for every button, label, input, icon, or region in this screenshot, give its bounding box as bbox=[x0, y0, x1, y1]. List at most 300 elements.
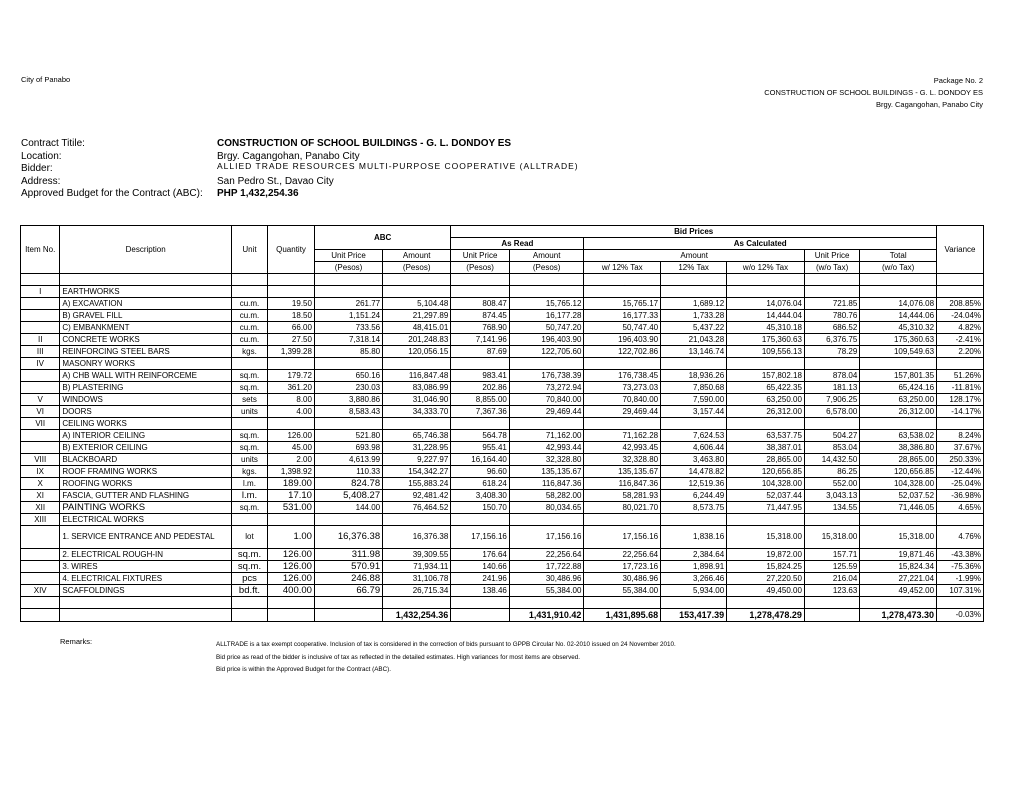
cell-calc-tax: 18,936.26 bbox=[661, 370, 727, 382]
header-as-calculated: As Calculated bbox=[584, 238, 937, 250]
cell-as-read-amount: 16,177.28 bbox=[509, 310, 584, 322]
cell-description: A) INTERIOR CEILING bbox=[60, 430, 231, 442]
cell-calc-without-tax: 38,387.01 bbox=[727, 442, 805, 454]
cell-abc-unit-price: 144.00 bbox=[314, 502, 382, 514]
cell-calc-unit-price: 686.52 bbox=[804, 322, 859, 334]
cell-abc-amount: 116,847.48 bbox=[383, 370, 451, 382]
cell-quantity bbox=[268, 514, 315, 526]
cell-as-read-unit-price: 955.41 bbox=[451, 442, 510, 454]
cell-abc-unit-price: 693.98 bbox=[314, 442, 382, 454]
table-row bbox=[21, 370, 984, 382]
cell-variance: -11.81% bbox=[937, 382, 984, 394]
cell-calc-tax: 1,898.91 bbox=[661, 561, 727, 573]
cell-variance: 4.76% bbox=[937, 526, 984, 549]
cell-calc-tax: 2,384.64 bbox=[661, 549, 727, 561]
total-abc-amount: 1,432,254.36 bbox=[383, 609, 451, 622]
cell-as-read-amount bbox=[509, 418, 584, 430]
cell-description: SCAFFOLDINGS bbox=[60, 585, 231, 597]
cell-variance: 128.17% bbox=[937, 394, 984, 406]
cell-quantity: 17.10 bbox=[268, 490, 315, 502]
cell-calc-without-tax: 15,318.00 bbox=[727, 526, 805, 549]
cell-abc-unit-price: 650.16 bbox=[314, 370, 382, 382]
table-row bbox=[21, 561, 984, 573]
cell-as-read-amount: 55,384.00 bbox=[509, 585, 584, 597]
cell-calc-total: 14,444.06 bbox=[860, 310, 937, 322]
cell-variance: 2.20% bbox=[937, 346, 984, 358]
cell-as-read-unit-price bbox=[451, 286, 510, 298]
cell-item-no: IX bbox=[21, 466, 60, 478]
cell-item-no: VII bbox=[21, 418, 60, 430]
cell-calc-without-tax: 19,872.00 bbox=[727, 549, 805, 561]
cell-variance: -2.41% bbox=[937, 334, 984, 346]
cell-abc-unit-price: 261.77 bbox=[314, 298, 382, 310]
cell-variance bbox=[937, 358, 984, 370]
cell-abc-amount bbox=[383, 358, 451, 370]
cell-quantity: 19.50 bbox=[268, 298, 315, 310]
cell-calc-without-tax: 26,312.00 bbox=[727, 406, 805, 418]
cell-calc-total: 15,318.00 bbox=[860, 526, 937, 549]
cell-calc-tax: 12,519.36 bbox=[661, 478, 727, 490]
cell-quantity: 66.00 bbox=[268, 322, 315, 334]
cell-calc-unit-price bbox=[804, 418, 859, 430]
cell-variance: -14.17% bbox=[937, 406, 984, 418]
cell-as-read-unit-price: 983.41 bbox=[451, 370, 510, 382]
cell-abc-unit-price: 85.80 bbox=[314, 346, 382, 358]
cell-description: ROOF FRAMING WORKS bbox=[60, 466, 231, 478]
cell-unit: cu.m. bbox=[231, 310, 267, 322]
remark-note: ALLTRADE is a tax exempt cooperative. Inclusion of tax is considered in the correction of bids pursuant to GPPB Circular No. 02-2010 issued on 24 November 2010. bbox=[216, 641, 676, 648]
cell-unit: cu.m. bbox=[231, 322, 267, 334]
cell-as-read-amount: 58,282.00 bbox=[509, 490, 584, 502]
cell-calc-tax bbox=[661, 358, 727, 370]
cell-as-read-unit-price: 241.96 bbox=[451, 573, 510, 585]
cell-abc-unit-price: 4,613.99 bbox=[314, 454, 382, 466]
location-label: Location: bbox=[21, 150, 62, 162]
cell-calc-without-tax bbox=[727, 358, 805, 370]
cell-as-read-amount: 196,403.90 bbox=[509, 334, 584, 346]
cell-variance: 4.65% bbox=[937, 502, 984, 514]
cell-unit: cu.m. bbox=[231, 298, 267, 310]
header-item-no: Item No. bbox=[21, 226, 60, 274]
cell-abc-amount: 71,934.11 bbox=[383, 561, 451, 573]
cell-calc-total: 15,824.34 bbox=[860, 561, 937, 573]
cell-as-read-amount: 30,486.96 bbox=[509, 573, 584, 585]
cell-calc-tax: 5,934.00 bbox=[661, 585, 727, 597]
cell-unit: cu.m. bbox=[231, 334, 267, 346]
cell-quantity: 126.00 bbox=[268, 549, 315, 561]
cell-abc-unit-price bbox=[314, 286, 382, 298]
cell-calc-with-tax: 42,993.45 bbox=[584, 442, 661, 454]
cell-calc-total bbox=[860, 358, 937, 370]
cell-variance: 37.67% bbox=[937, 442, 984, 454]
table-row bbox=[21, 573, 984, 585]
table-row bbox=[21, 454, 984, 466]
cell-calc-total: 63,538.02 bbox=[860, 430, 937, 442]
cell-as-read-amount: 29,469.44 bbox=[509, 406, 584, 418]
cell-quantity: 126.00 bbox=[268, 430, 315, 442]
table-row bbox=[21, 466, 984, 478]
cell-calc-tax: 3,463.80 bbox=[661, 454, 727, 466]
cell-unit: sq.m. bbox=[231, 442, 267, 454]
cell-calc-total: 63,250.00 bbox=[860, 394, 937, 406]
cell-as-read-amount: 73,272.94 bbox=[509, 382, 584, 394]
header-bid-prices: Bid Prices bbox=[451, 226, 937, 238]
cell-calc-with-tax: 80,021.70 bbox=[584, 502, 661, 514]
cell-description: EARTHWORKS bbox=[60, 286, 231, 298]
cell-as-read-unit-price bbox=[451, 514, 510, 526]
cell-calc-unit-price: 3,043.13 bbox=[804, 490, 859, 502]
cell-calc-unit-price: 123.63 bbox=[804, 585, 859, 597]
cell-quantity: 179.72 bbox=[268, 370, 315, 382]
table-row bbox=[21, 418, 984, 430]
cell-calc-unit-price: 157.71 bbox=[804, 549, 859, 561]
cell-variance: 107.31% bbox=[937, 585, 984, 597]
cell-as-read-amount: 176,738.39 bbox=[509, 370, 584, 382]
cell-calc-total: 52,037.52 bbox=[860, 490, 937, 502]
cell-calc-unit-price: 134.55 bbox=[804, 502, 859, 514]
city-name: City of Panabo bbox=[21, 75, 71, 84]
table-row bbox=[21, 502, 984, 514]
package-number: Package No. 2 bbox=[933, 76, 983, 85]
cell-unit bbox=[231, 514, 267, 526]
header-ac-amount: Amount bbox=[584, 250, 804, 262]
cell-description: MASONRY WORKS bbox=[60, 358, 231, 370]
cell-abc-amount: 76,464.52 bbox=[383, 502, 451, 514]
cell-description: 2. ELECTRICAL ROUGH-IN bbox=[60, 549, 231, 561]
cell-calc-total: 26,312.00 bbox=[860, 406, 937, 418]
cell-variance: -36.98% bbox=[937, 490, 984, 502]
cell-description: ELECTRICAL WORKS bbox=[60, 514, 231, 526]
cell-unit: sq.m. bbox=[231, 502, 267, 514]
cell-abc-amount bbox=[383, 514, 451, 526]
cell-calc-total bbox=[860, 514, 937, 526]
cell-calc-total: 65,424.16 bbox=[860, 382, 937, 394]
cell-calc-with-tax: 58,281.93 bbox=[584, 490, 661, 502]
cell-abc-amount: 31,106.78 bbox=[383, 573, 451, 585]
cell-abc-unit-price: 1,151.24 bbox=[314, 310, 382, 322]
header-ac-total: Total bbox=[860, 250, 937, 262]
bidder-value: ALLIED TRADE RESOURCES MULTI-PURPOSE COOPERATIVE (ALLTRADE) bbox=[217, 161, 579, 171]
cell-as-read-amount: 17,722.88 bbox=[509, 561, 584, 573]
cell-variance: 250.33% bbox=[937, 454, 984, 466]
table-row bbox=[21, 549, 984, 561]
cell-as-read-unit-price: 17,156.16 bbox=[451, 526, 510, 549]
cell-calc-without-tax: 14,076.04 bbox=[727, 298, 805, 310]
cell-abc-unit-price: 824.78 bbox=[314, 478, 382, 490]
totals-row bbox=[21, 609, 984, 622]
cell-description: 1. SERVICE ENTRANCE AND PEDESTAL bbox=[60, 526, 231, 549]
cell-calc-with-tax: 32,328.80 bbox=[584, 454, 661, 466]
cell-variance: 4.82% bbox=[937, 322, 984, 334]
table-row bbox=[21, 358, 984, 370]
header-with-tax: w/ 12% Tax bbox=[584, 262, 661, 274]
cell-description: BLACKBOARD bbox=[60, 454, 231, 466]
cell-item-no bbox=[21, 561, 60, 573]
cell-calc-with-tax: 116,847.36 bbox=[584, 478, 661, 490]
cell-calc-tax: 1,838.16 bbox=[661, 526, 727, 549]
cell-abc-amount: 34,333.70 bbox=[383, 406, 451, 418]
remarks-label: Remarks: bbox=[60, 637, 93, 646]
table-row bbox=[21, 310, 984, 322]
cell-calc-without-tax bbox=[727, 286, 805, 298]
cell-quantity: 531.00 bbox=[268, 502, 315, 514]
cell-item-no: IV bbox=[21, 358, 60, 370]
cell-calc-tax: 7,590.00 bbox=[661, 394, 727, 406]
cell-unit: sq.m. bbox=[231, 549, 267, 561]
cell-calc-without-tax bbox=[727, 418, 805, 430]
cell-as-read-unit-price bbox=[451, 418, 510, 430]
cell-calc-with-tax: 70,840.00 bbox=[584, 394, 661, 406]
cell-calc-total: 71,446.05 bbox=[860, 502, 937, 514]
cell-calc-unit-price bbox=[804, 514, 859, 526]
cell-calc-tax: 14,478.82 bbox=[661, 466, 727, 478]
cell-unit bbox=[231, 358, 267, 370]
cell-abc-amount: 39,309.55 bbox=[383, 549, 451, 561]
header-pesos: (Pesos) bbox=[383, 262, 451, 274]
cell-calc-unit-price: 181.13 bbox=[804, 382, 859, 394]
table-row bbox=[21, 298, 984, 310]
cell-quantity bbox=[268, 286, 315, 298]
table-row bbox=[21, 322, 984, 334]
cell-description: B) GRAVEL FILL bbox=[60, 310, 231, 322]
cell-calc-unit-price: 6,578.00 bbox=[804, 406, 859, 418]
cell-variance: 208.85% bbox=[937, 298, 984, 310]
cell-calc-without-tax: 63,250.00 bbox=[727, 394, 805, 406]
cell-description: WINDOWS bbox=[60, 394, 231, 406]
cell-quantity: 27.50 bbox=[268, 334, 315, 346]
cell-item-no: X bbox=[21, 478, 60, 490]
cell-abc-unit-price: 8,583.43 bbox=[314, 406, 382, 418]
header-variance: Variance bbox=[937, 226, 984, 274]
cell-as-read-unit-price: 202.86 bbox=[451, 382, 510, 394]
cell-item-no bbox=[21, 298, 60, 310]
cell-unit: l.m. bbox=[231, 478, 267, 490]
cell-variance: -75.36% bbox=[937, 561, 984, 573]
cell-as-read-unit-price bbox=[451, 358, 510, 370]
table-row bbox=[21, 478, 984, 490]
cell-abc-amount bbox=[383, 418, 451, 430]
cell-quantity bbox=[268, 418, 315, 430]
cell-calc-tax: 1,733.28 bbox=[661, 310, 727, 322]
cell-as-read-amount: 116,847.36 bbox=[509, 478, 584, 490]
cell-description: PAINTING WORKS bbox=[60, 502, 231, 514]
cell-item-no: VIII bbox=[21, 454, 60, 466]
table-row bbox=[21, 526, 984, 549]
cell-calc-without-tax: 109,556.13 bbox=[727, 346, 805, 358]
cell-abc-amount: 83,086.99 bbox=[383, 382, 451, 394]
cell-calc-with-tax: 22,256.64 bbox=[584, 549, 661, 561]
cell-unit bbox=[231, 286, 267, 298]
cell-calc-with-tax: 50,747.40 bbox=[584, 322, 661, 334]
bid-evaluation-table bbox=[20, 225, 984, 622]
cell-as-read-unit-price: 808.47 bbox=[451, 298, 510, 310]
cell-calc-without-tax: 14,444.04 bbox=[727, 310, 805, 322]
table-row bbox=[21, 394, 984, 406]
cell-calc-with-tax: 73,273.03 bbox=[584, 382, 661, 394]
cell-calc-unit-price: 15,318.00 bbox=[804, 526, 859, 549]
cell-as-read-unit-price: 176.64 bbox=[451, 549, 510, 561]
cell-calc-total bbox=[860, 286, 937, 298]
cell-item-no bbox=[21, 370, 60, 382]
header-wo-tax: (w/o Tax) bbox=[804, 262, 859, 274]
cell-as-read-amount: 71,162.00 bbox=[509, 430, 584, 442]
cell-calc-tax: 13,146.74 bbox=[661, 346, 727, 358]
cell-calc-total: 109,549.63 bbox=[860, 346, 937, 358]
header-pesos: (Pesos) bbox=[509, 262, 584, 274]
header-pesos: (Pesos) bbox=[451, 262, 510, 274]
total-tax: 153,417.39 bbox=[661, 609, 727, 622]
cell-variance: -43.38% bbox=[937, 549, 984, 561]
cell-unit: lot bbox=[231, 526, 267, 549]
cell-calc-unit-price: 78.29 bbox=[804, 346, 859, 358]
cell-description: DOORS bbox=[60, 406, 231, 418]
cell-calc-unit-price bbox=[804, 358, 859, 370]
cell-abc-amount: 201,248.83 bbox=[383, 334, 451, 346]
cell-as-read-unit-price: 96.60 bbox=[451, 466, 510, 478]
cell-calc-without-tax: 49,450.00 bbox=[727, 585, 805, 597]
cell-unit: units bbox=[231, 454, 267, 466]
cell-calc-unit-price: 86.25 bbox=[804, 466, 859, 478]
cell-calc-unit-price: 721.85 bbox=[804, 298, 859, 310]
header-tax: 12% Tax bbox=[661, 262, 727, 274]
cell-abc-amount: 16,376.38 bbox=[383, 526, 451, 549]
cell-calc-with-tax: 29,469.44 bbox=[584, 406, 661, 418]
cell-as-read-unit-price: 3,408.30 bbox=[451, 490, 510, 502]
cell-calc-with-tax: 16,177.33 bbox=[584, 310, 661, 322]
cell-calc-without-tax: 157,802.18 bbox=[727, 370, 805, 382]
cell-calc-total: 157,801.35 bbox=[860, 370, 937, 382]
cell-calc-total: 175,360.63 bbox=[860, 334, 937, 346]
cell-abc-unit-price: 311.98 bbox=[314, 549, 382, 561]
cell-calc-tax bbox=[661, 514, 727, 526]
cell-calc-with-tax: 135,135.67 bbox=[584, 466, 661, 478]
cell-variance: -25.04% bbox=[937, 478, 984, 490]
cell-calc-with-tax: 55,384.00 bbox=[584, 585, 661, 597]
cell-item-no bbox=[21, 322, 60, 334]
table-row bbox=[21, 514, 984, 526]
table-row bbox=[21, 334, 984, 346]
header-wo-tax: (w/o Tax) bbox=[860, 262, 937, 274]
cell-calc-tax: 21,043.28 bbox=[661, 334, 727, 346]
cell-calc-with-tax: 196,403.90 bbox=[584, 334, 661, 346]
cell-description: FASCIA, GUTTER AND FLASHING bbox=[60, 490, 231, 502]
cell-calc-without-tax: 104,328.00 bbox=[727, 478, 805, 490]
cell-variance: -1.99% bbox=[937, 573, 984, 585]
cell-unit: sq.m. bbox=[231, 561, 267, 573]
cell-calc-tax: 1,689.12 bbox=[661, 298, 727, 310]
cell-calc-tax: 3,157.44 bbox=[661, 406, 727, 418]
cell-calc-with-tax bbox=[584, 286, 661, 298]
cell-as-read-amount: 15,765.12 bbox=[509, 298, 584, 310]
cell-calc-total: 14,076.08 bbox=[860, 298, 937, 310]
cell-item-no: XIV bbox=[21, 585, 60, 597]
cell-as-read-unit-price: 7,141.96 bbox=[451, 334, 510, 346]
table-row bbox=[21, 382, 984, 394]
cell-as-read-amount: 17,156.16 bbox=[509, 526, 584, 549]
cell-quantity: 126.00 bbox=[268, 573, 315, 585]
contract-info bbox=[21, 138, 579, 201]
cell-calc-total: 19,871.46 bbox=[860, 549, 937, 561]
header-abc: ABC bbox=[314, 226, 450, 250]
cell-as-read-amount: 50,747.20 bbox=[509, 322, 584, 334]
cell-calc-tax bbox=[661, 286, 727, 298]
bidder-label: Bidder: bbox=[21, 163, 53, 174]
header-ar-amount: Amount bbox=[509, 250, 584, 262]
cell-item-no bbox=[21, 382, 60, 394]
cell-abc-unit-price bbox=[314, 514, 382, 526]
cell-item-no: II bbox=[21, 334, 60, 346]
header-as-read: As Read bbox=[451, 238, 584, 250]
cell-as-read-unit-price: 138.46 bbox=[451, 585, 510, 597]
cell-item-no bbox=[21, 442, 60, 454]
cell-abc-unit-price: 7,318.14 bbox=[314, 334, 382, 346]
total-with-tax: 1,431,895.68 bbox=[584, 609, 661, 622]
cell-calc-with-tax bbox=[584, 514, 661, 526]
cell-calc-without-tax: 63,537.75 bbox=[727, 430, 805, 442]
cell-description: A) CHB WALL WITH REINFORCEME bbox=[60, 370, 231, 382]
cell-as-read-unit-price: 87.69 bbox=[451, 346, 510, 358]
cell-quantity: 361.20 bbox=[268, 382, 315, 394]
cell-description: A) EXCAVATION bbox=[60, 298, 231, 310]
cell-abc-unit-price: 246.88 bbox=[314, 573, 382, 585]
cell-abc-unit-price: 230.03 bbox=[314, 382, 382, 394]
cell-as-read-unit-price: 564.78 bbox=[451, 430, 510, 442]
cell-abc-amount: 154,342.27 bbox=[383, 466, 451, 478]
cell-quantity: 126.00 bbox=[268, 561, 315, 573]
cell-item-no bbox=[21, 310, 60, 322]
cell-as-read-amount: 22,256.64 bbox=[509, 549, 584, 561]
cell-calc-total: 27,221.04 bbox=[860, 573, 937, 585]
cell-as-read-unit-price: 140.66 bbox=[451, 561, 510, 573]
table-row bbox=[21, 286, 984, 298]
cell-abc-unit-price: 733.56 bbox=[314, 322, 382, 334]
cell-calc-without-tax: 28,865.00 bbox=[727, 454, 805, 466]
total-without-tax: 1,278,478.29 bbox=[727, 609, 805, 622]
table-row bbox=[21, 430, 984, 442]
cell-quantity: 1,398.92 bbox=[268, 466, 315, 478]
cell-calc-total: 104,328.00 bbox=[860, 478, 937, 490]
cell-calc-tax: 8,573.75 bbox=[661, 502, 727, 514]
cell-variance: -12.44% bbox=[937, 466, 984, 478]
cell-item-no: XI bbox=[21, 490, 60, 502]
cell-as-read-amount bbox=[509, 286, 584, 298]
cell-calc-with-tax: 30,486.96 bbox=[584, 573, 661, 585]
cell-description: REINFORCING STEEL BARS bbox=[60, 346, 231, 358]
cell-calc-unit-price: 552.00 bbox=[804, 478, 859, 490]
cell-abc-unit-price: 16,376.38 bbox=[314, 526, 382, 549]
cell-as-read-unit-price: 768.90 bbox=[451, 322, 510, 334]
cell-abc-amount: 65,746.38 bbox=[383, 430, 451, 442]
total-variance: -0.03% bbox=[937, 609, 984, 622]
cell-unit: bd.ft. bbox=[231, 585, 267, 597]
header-quantity: Quantity bbox=[268, 226, 315, 274]
cell-description: B) EXTERIOR CEILING bbox=[60, 442, 231, 454]
cell-as-read-amount: 80,034.65 bbox=[509, 502, 584, 514]
header-unit: Unit bbox=[231, 226, 267, 274]
abc-label: Approved Budget for the Contract (ABC): bbox=[21, 188, 203, 199]
cell-calc-unit-price: 780.76 bbox=[804, 310, 859, 322]
cell-abc-amount: 26,715.34 bbox=[383, 585, 451, 597]
cell-variance bbox=[937, 286, 984, 298]
cell-unit: pcs bbox=[231, 573, 267, 585]
cell-abc-amount: 155,883.24 bbox=[383, 478, 451, 490]
cell-abc-unit-price: 5,408.27 bbox=[314, 490, 382, 502]
cell-abc-unit-price: 110.33 bbox=[314, 466, 382, 478]
cell-calc-total: 38,386.80 bbox=[860, 442, 937, 454]
cell-as-read-unit-price: 8,855.00 bbox=[451, 394, 510, 406]
cell-calc-without-tax: 71,447.95 bbox=[727, 502, 805, 514]
cell-abc-amount bbox=[383, 286, 451, 298]
